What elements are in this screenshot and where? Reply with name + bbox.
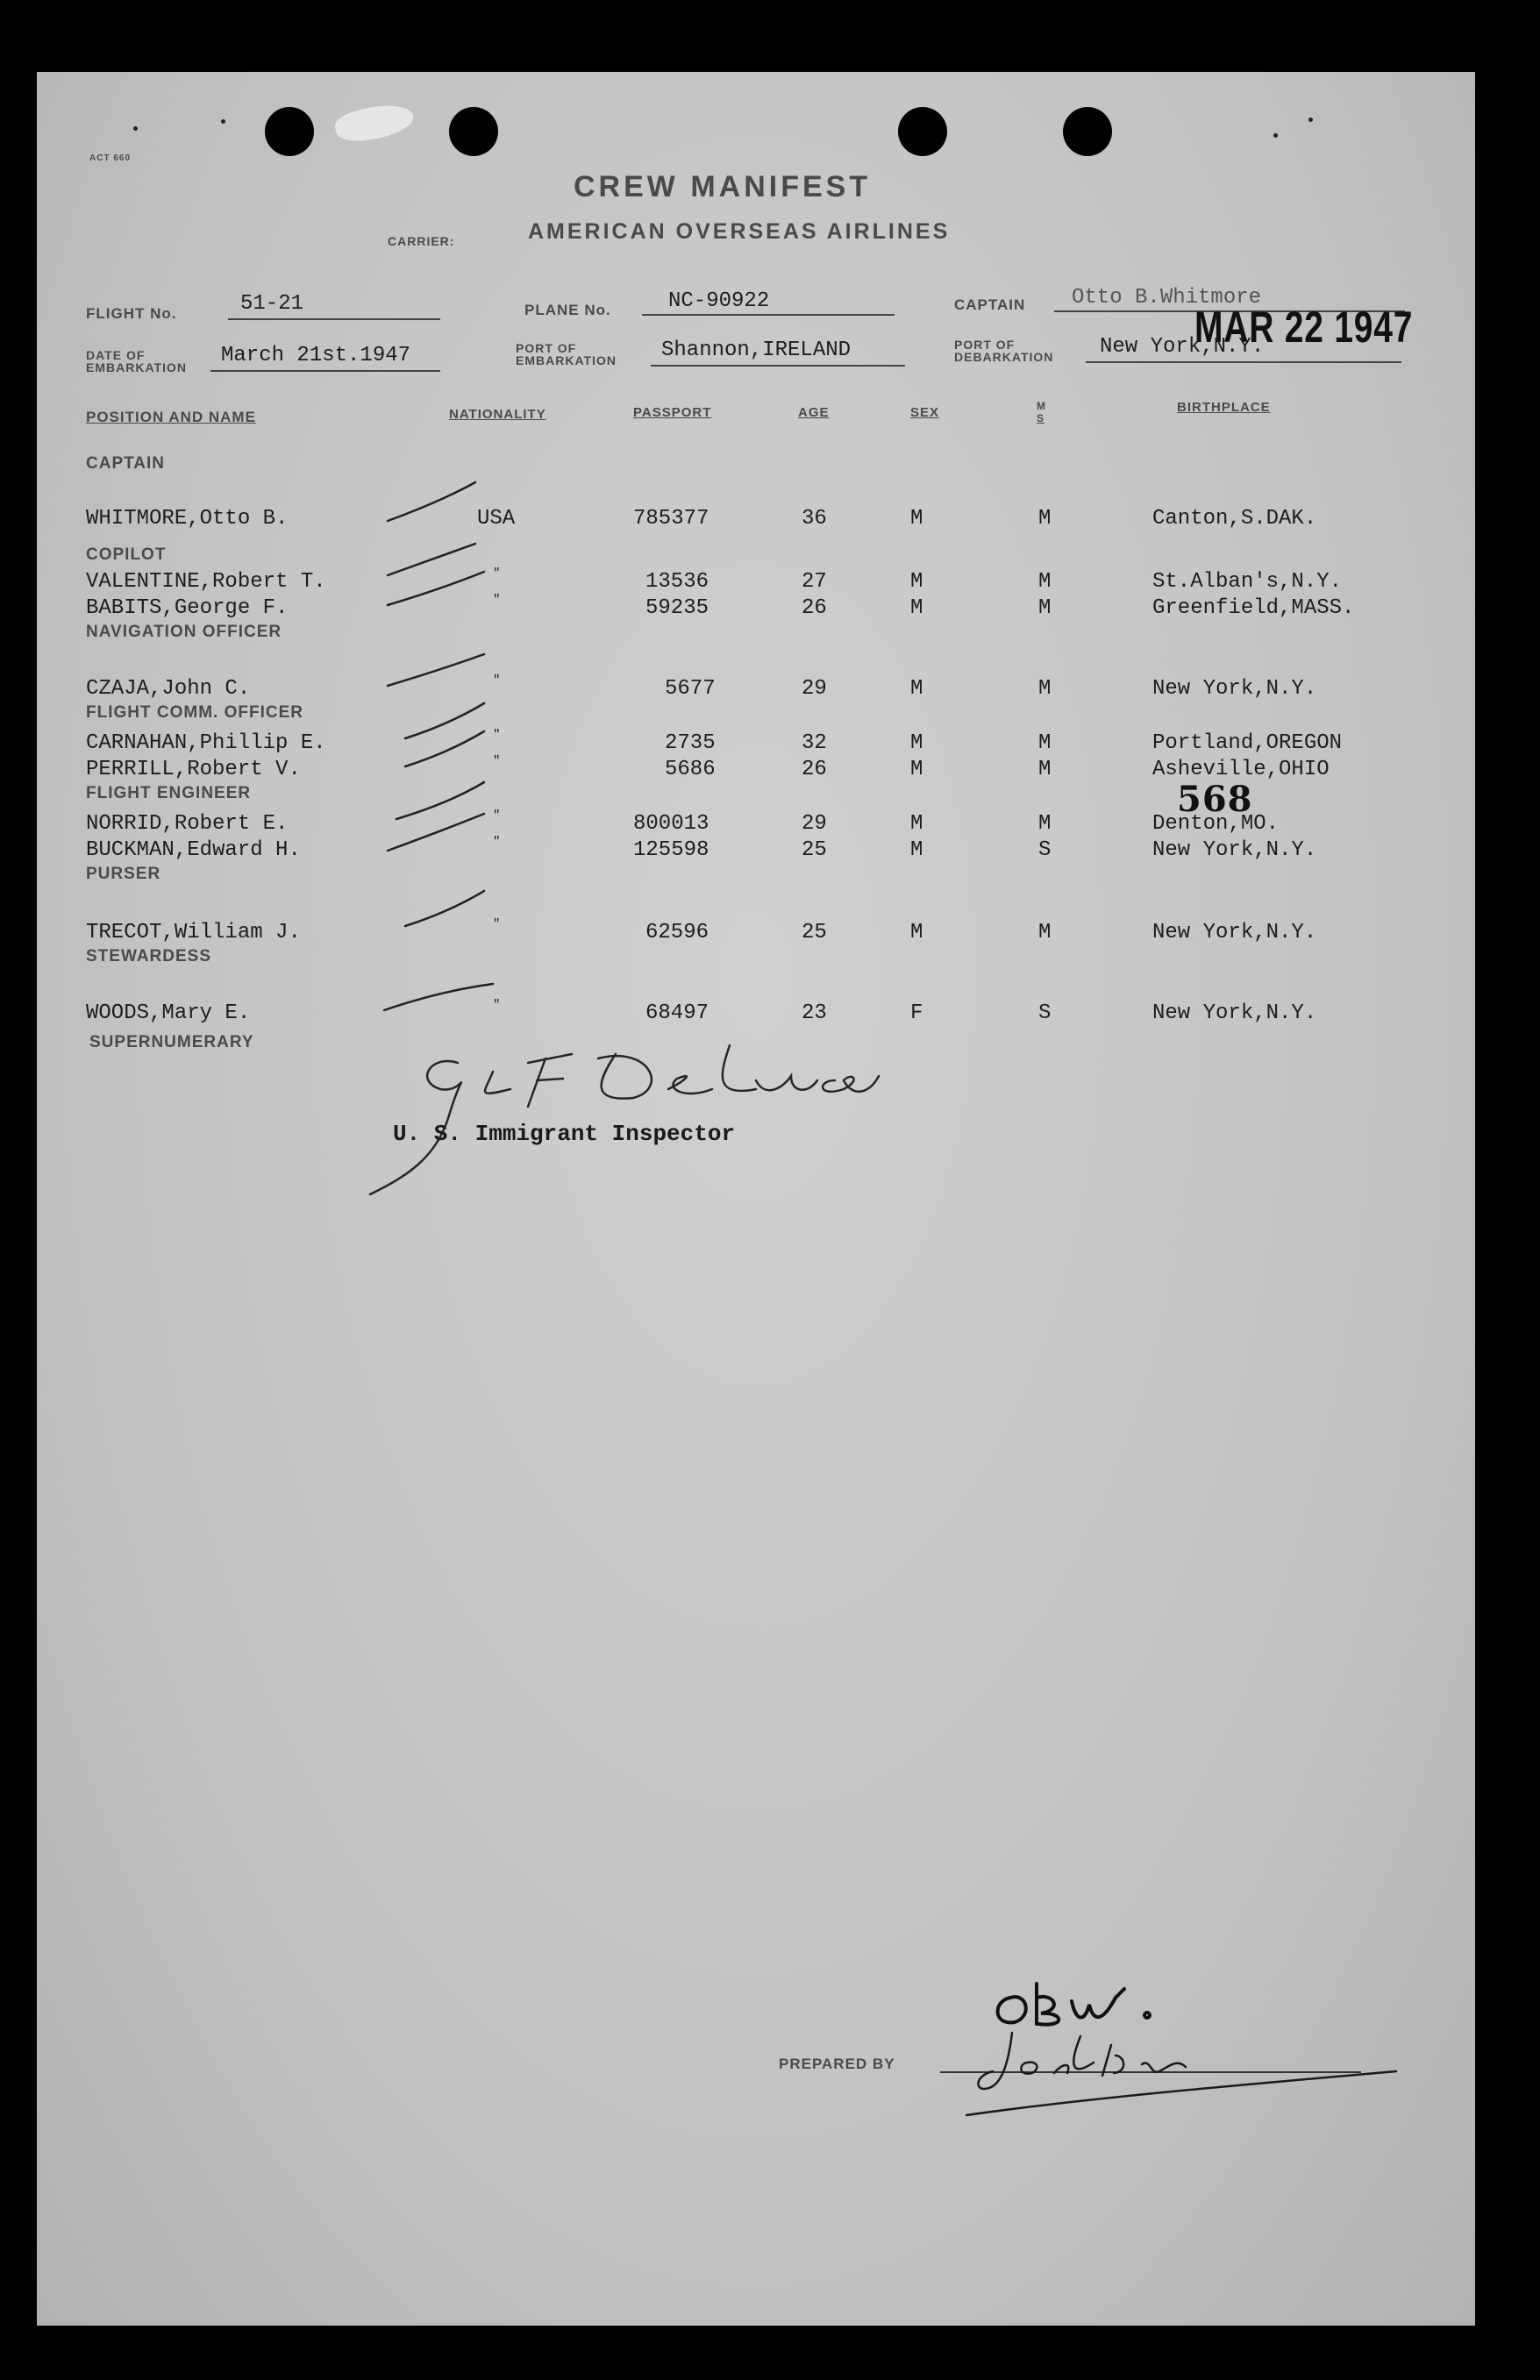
col-marital-1: M (1037, 400, 1046, 412)
col-marital-2: S (1037, 412, 1045, 424)
date-label-2: EMBARKATION (86, 360, 187, 374)
crew-sex: M (910, 731, 923, 755)
crew-passport: 2735 (665, 731, 716, 755)
crew-name: WOODS,Mary E. (86, 1001, 251, 1025)
crew-marital: M (1038, 570, 1052, 594)
crew-sex: M (910, 570, 923, 594)
col-age: AGE (798, 405, 830, 420)
crew-passport: 59235 (645, 596, 709, 620)
carrier-label: CARRIER: (388, 234, 455, 248)
crew-name: BABITS,George F. (86, 596, 289, 620)
crew-age: 25 (802, 838, 827, 862)
crew-age: 23 (802, 1001, 827, 1025)
inspector-title: U. S. Immigrant Inspector (393, 1121, 736, 1147)
plane-no-value: NC-90922 (668, 289, 770, 313)
date-label-1: DATE OF (86, 348, 146, 362)
crew-birthplace: New York,N.Y. (1152, 1001, 1317, 1025)
crew-passport: 5677 (665, 677, 716, 701)
port-deb-value: New York,N.Y. (1100, 335, 1265, 359)
crew-birthplace: New York,N.Y. (1152, 838, 1317, 862)
crew-passport: 68497 (645, 1001, 709, 1025)
crew-name: VALENTINE,Robert T. (86, 570, 326, 594)
crew-passport: 62596 (645, 921, 709, 944)
crew-nationality: " (493, 917, 501, 931)
crew-passport: 5686 (665, 758, 716, 781)
prepared-signature-ink (966, 2033, 1396, 2115)
crew-birthplace: Portland,OREGON (1152, 731, 1343, 755)
crew-birthplace: New York,N.Y. (1152, 921, 1317, 944)
prepared-signature (1019, 2054, 1020, 2055)
crew-passport: 785377 (633, 507, 709, 531)
position-purser: PURSER (86, 865, 161, 883)
captain-value: Otto B.Whitmore (1072, 286, 1262, 310)
crew-passport: 800013 (633, 812, 709, 836)
date-value: March 21st.1947 (221, 344, 411, 367)
date-stamp: MAR 22 1947 (1194, 303, 1414, 352)
flight-no-label: FLIGHT No. (86, 305, 177, 322)
plane-no-label: PLANE No. (524, 302, 611, 318)
crew-age: 25 (802, 921, 827, 944)
crew-age: 29 (802, 812, 827, 836)
crew-age: 27 (802, 570, 827, 594)
col-passport: PASSPORT (633, 405, 712, 420)
crew-nationality: " (493, 754, 501, 768)
port-emb-value: Shannon,IRELAND (661, 338, 852, 362)
crew-nationality: " (493, 593, 501, 607)
crew-age: 29 (802, 677, 827, 701)
crew-marital: S (1038, 838, 1052, 862)
crew-birthplace: Asheville,OHIO (1152, 758, 1330, 781)
port-emb-label-2: EMBARKATION (516, 353, 617, 367)
position-flight-engineer: FLIGHT ENGINEER (86, 784, 252, 802)
crew-nationality: " (493, 566, 501, 581)
crew-sex: M (910, 596, 923, 620)
crew-marital: M (1038, 596, 1052, 620)
crew-nationality: " (493, 835, 501, 849)
port-emb-label-1: PORT OF (516, 341, 577, 355)
crew-nationality: " (493, 673, 501, 688)
crew-marital: M (1038, 812, 1052, 836)
crew-name: BUCKMAN,Edward H. (86, 838, 301, 862)
manifest-sheet (37, 72, 1475, 2326)
crew-nationality: " (493, 809, 501, 823)
crew-sex: M (910, 758, 923, 781)
crew-sex: M (910, 507, 923, 531)
col-sex: SEX (910, 405, 940, 420)
crew-birthplace: Greenfield,MASS. (1152, 596, 1355, 620)
crew-name: WHITMORE,Otto B. (86, 507, 289, 531)
flight-no-value: 51-21 (240, 292, 304, 316)
crew-age: 32 (802, 731, 827, 755)
prepared-by-label: PREPARED BY (779, 2056, 895, 2072)
manifest-title: CREW MANIFEST (574, 170, 872, 203)
crew-name: PERRILL,Robert V. (86, 758, 301, 781)
crew-name: NORRID,Robert E. (86, 812, 289, 836)
position-stewardess: STEWARDESS (86, 947, 212, 966)
crew-age: 36 (802, 507, 827, 531)
crew-marital: M (1038, 677, 1052, 701)
crew-nationality: USA (477, 507, 516, 531)
position-copilot: COPILOT (86, 545, 167, 564)
initials-ink (998, 1984, 1150, 2025)
crew-name: TRECOT,William J. (86, 921, 301, 944)
crew-sex: M (910, 838, 923, 862)
crew-marital: M (1038, 758, 1052, 781)
captain-label: CAPTAIN (954, 296, 1026, 313)
port-deb-label-1: PORT OF (954, 338, 1016, 352)
crew-birthplace: Canton,S.DAK. (1152, 507, 1317, 531)
carrier-name: AMERICAN OVERSEAS AIRLINES (528, 219, 951, 244)
crew-nationality: " (493, 728, 501, 742)
form-code: ACT 660 (89, 153, 132, 163)
col-birthplace: BIRTHPLACE (1177, 400, 1271, 415)
crew-sex: F (910, 1001, 923, 1025)
crew-birthplace: Denton,MO. (1152, 812, 1280, 836)
crew-name: CZAJA,John C. (86, 677, 251, 701)
prepared-by-ink (37, 72, 1475, 2326)
crew-marital: M (1038, 731, 1052, 755)
crew-age: 26 (802, 596, 827, 620)
col-nationality: NATIONALITY (449, 407, 546, 422)
position-supernumerary: SUPERNUMERARY (89, 1033, 254, 1051)
crew-birthplace: New York,N.Y. (1152, 677, 1317, 701)
crew-birthplace: St.Alban's,N.Y. (1152, 570, 1343, 594)
crew-age: 26 (802, 758, 827, 781)
crew-sex: M (910, 677, 923, 701)
crew-marital: S (1038, 1001, 1052, 1025)
crew-nationality: " (493, 998, 501, 1012)
crew-sex: M (910, 812, 923, 836)
crew-marital: M (1038, 921, 1052, 944)
port-deb-label-2: DEBARKATION (954, 350, 1054, 364)
crew-sex: M (910, 921, 923, 944)
position-navigation: NAVIGATION OFFICER (86, 623, 282, 641)
crew-passport: 125598 (633, 838, 709, 862)
crew-passport: 13536 (645, 570, 709, 594)
crew-name: CARNAHAN,Phillip E. (86, 731, 326, 755)
number-stamp: 568 (1177, 779, 1253, 820)
position-flight-comm: FLIGHT COMM. OFFICER (86, 703, 303, 722)
position-captain: CAPTAIN (86, 454, 166, 473)
col-position-name: POSITION AND NAME (86, 409, 256, 425)
crew-marital: M (1038, 507, 1052, 531)
prepared-initials (1010, 1998, 1011, 1999)
